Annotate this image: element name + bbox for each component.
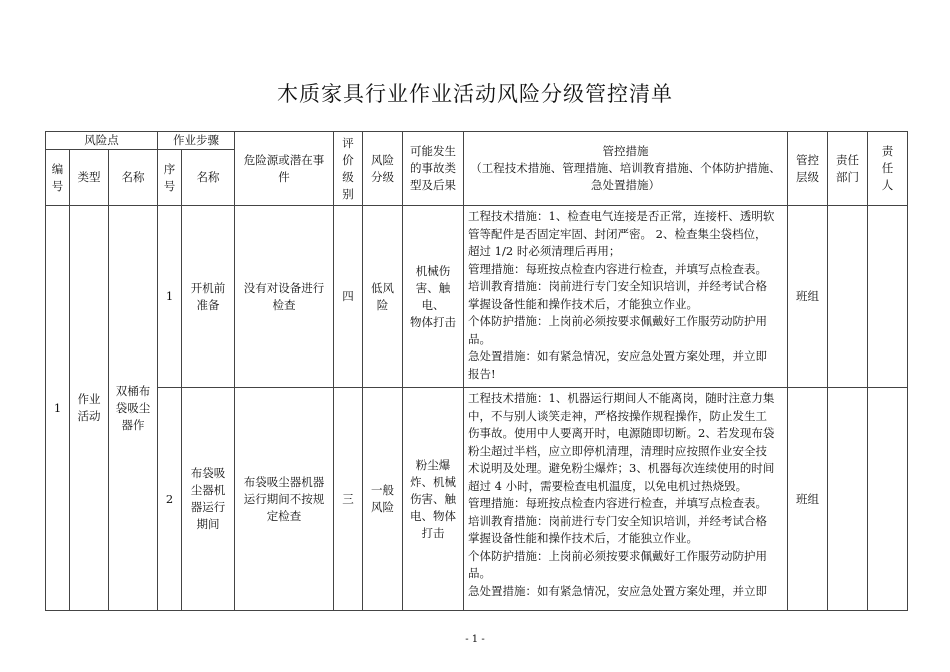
header-accident-type: 可能发生 的事故类 型及后果 [403, 132, 464, 206]
responsible-dept-cell [828, 206, 868, 388]
risk-point-type: 作业 活动 [70, 206, 109, 611]
risk-level-cell: 低风 险 [363, 206, 403, 388]
header-control-measures: 管控措施 （工程技术措施、管理措施、培训教育措施、个体防护措施、 急处置措施） [464, 132, 788, 206]
control-measures-cell: 工程技术措施：1、机器运行期间人不能离岗，随时注意力集 中，不与别人谈笑走神，严格按操作规程操作，防止发生工 伤事故。使用中人要离开时，电源随即切断。2、若发现布袋 粉尘超过半档，应立即停机清理，清理时应按照作业安全技 术说明及处理。避免粉尘爆炸；3、机器每次连续使用的时间 超过 4 小时，需要检查电机温度，以免电机过热烧毁。 管理措施：每班按点检查内容进行检查，并填写点检查表。 培训教育措施：岗前进行专门安全知识培训，并经考试合格 掌握设备性能和操作技术后，才能独立作业。 个体防护措施：上岗前必须按要求佩戴好工作服劳动防护用 品。 急处置措施：如有紧急情况，安应急处置方案处理，并立即 [464, 388, 788, 611]
responsible-person-cell [868, 206, 908, 388]
header-type: 类型 [70, 150, 109, 206]
control-measures-cell: 工程技术措施：1、检查电气连接是否正常，连接杆、透明软 管等配件是否固定牢固、封闭严密。 2、检查集尘袋档位， 超过 1/2 时必须清理后再用； 管理措施：每班按点检查内容进行检查，并填写点检查表。 培训教育措施：岗前进行专门安全知识培训，并经考试合格 掌握设备性能和操作技术后，才能独立作业。 个体防护措施：上岗前必须按要求佩戴好工作服劳动防护用 品。 急处置措施：如有紧急情况，安应急处置方案处理，并立即 报告! [464, 206, 788, 388]
header-hazard: 危险源或潜在事件 [235, 132, 334, 206]
header-number: 编 号 [46, 150, 70, 206]
step-seq: 2 [158, 388, 182, 611]
header-risk-level: 风险 分级 [363, 132, 403, 206]
header-step-name: 名称 [182, 150, 235, 206]
control-level-cell: 班组 [788, 388, 828, 611]
responsible-dept-cell [828, 388, 868, 611]
header-eval-level: 评 价 级 别 [334, 132, 363, 206]
hazard-cell: 没有对设备进行 检查 [235, 206, 334, 388]
accident-type-cell: 粉尘爆 炸、机械 伤害、触 电、物体 打击 [403, 388, 464, 611]
responsible-person-cell [868, 388, 908, 611]
risk-level-cell: 一般 风险 [363, 388, 403, 611]
header-responsible-person: 责 任 人 [868, 132, 908, 206]
table-row [46, 388, 908, 611]
risk-point-number: 1 [46, 206, 70, 611]
risk-point-name: 双桶布 袋吸尘 器作 [109, 206, 158, 611]
eval-level-cell: 三 [334, 388, 363, 611]
table-row [46, 206, 908, 388]
header-work-steps: 作业步骤 [158, 132, 235, 150]
control-level-cell: 班组 [788, 206, 828, 388]
accident-type-cell: 机械伤 害、触电、 物体打击 [403, 206, 464, 388]
header-risk-point: 风险点 [46, 132, 158, 150]
step-name: 开机前 准备 [182, 206, 235, 388]
risk-control-table [45, 131, 908, 611]
step-name: 布袋吸 尘器机 器运行 期间 [182, 388, 235, 611]
header-control-level: 管控 层级 [788, 132, 828, 206]
eval-level-cell: 四 [334, 206, 363, 388]
header-seq: 序 号 [158, 150, 182, 206]
hazard-cell: 布袋吸尘器机器 运行期间不按规 定检查 [235, 388, 334, 611]
header-row-1 [46, 132, 908, 150]
header-name: 名称 [109, 150, 158, 206]
page-number: - 1 - [465, 634, 485, 645]
header-responsible-dept: 责任 部门 [828, 132, 868, 206]
step-seq: 1 [158, 206, 182, 388]
page-title: 木质家具行业作业活动风险分级管控清单 [277, 82, 673, 106]
